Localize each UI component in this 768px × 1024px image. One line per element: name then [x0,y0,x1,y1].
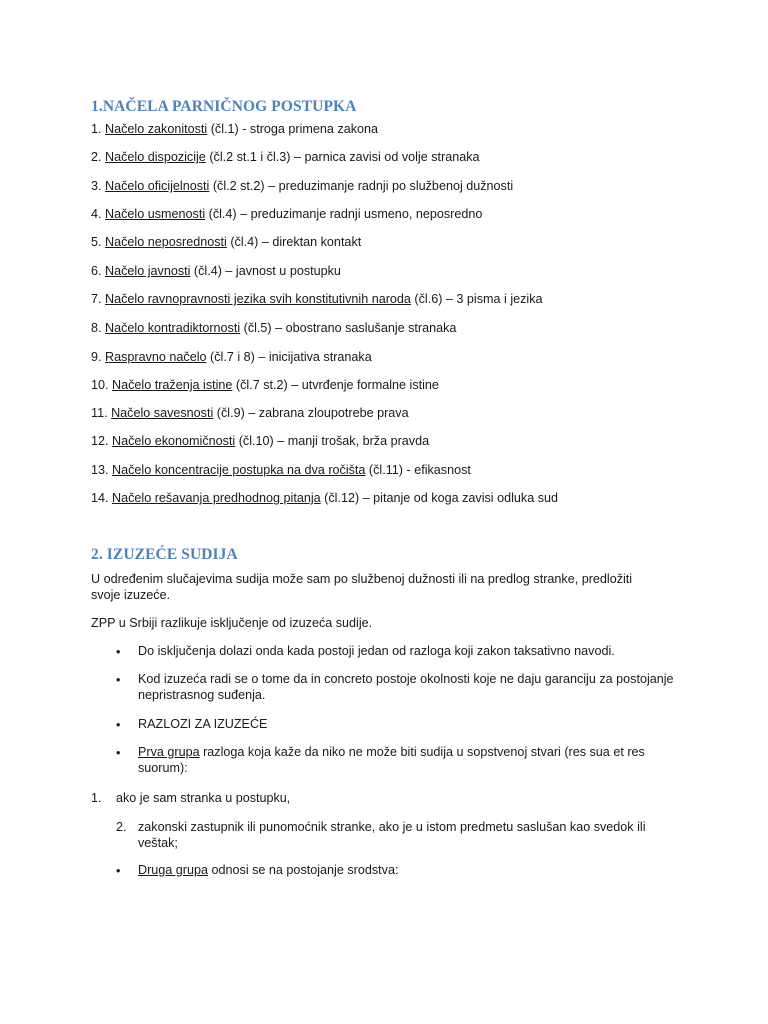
section-heading-principles: 1.NAČELA PARNIČNOG POSTUPKA [91,98,357,115]
principle-name: Načelo usmenosti [105,207,206,221]
principle-description: – obostrano saslušanje stranaka [271,321,457,335]
principle-number: 10. [91,378,109,392]
principle-name: Načelo zakonitosti [105,122,208,136]
principle-item [91,490,558,506]
numbered-label: 2. [116,820,127,834]
principle-article-ref: (čl.7 st.2) [232,378,288,392]
principle-name: Načelo kontradiktornosti [105,321,241,335]
principle-name: Načelo javnosti [105,264,191,278]
principle-name: Načelo koncentracije postupka na dva ročišta [112,463,366,477]
principle-number: 11. [91,406,108,420]
principle-number: 6. [91,264,102,278]
principle-number: 5. [91,235,102,249]
principle-number: 13. [91,463,109,477]
bullet-exclusion-text: Do isključenja dolazi onda kada postoji jedan od razloga koji zakon taksativno navodi. [138,644,615,658]
principle-name: Raspravno načelo [105,350,207,364]
principle-name: Načelo traženja istine [112,378,233,392]
principle-description: – utvrđenje formalne istine [287,378,439,392]
bullet-first-group [138,744,678,776]
principle-item [91,263,341,279]
principle-article-ref: (čl.9) [213,406,245,420]
principle-name: Načelo neposrednosti [105,235,227,249]
principle-name: Načelo dispozicije [105,150,206,164]
principle-description: - stroga primena zakona [238,122,379,136]
principle-description: – pitanje od koga zavisi odluka sud [359,491,559,505]
principle-article-ref: (čl.5) [240,321,272,335]
bullet-marker: • [116,718,121,732]
principle-article-ref: (čl.1) [207,122,239,136]
bullet-recusal-text: Kod izuzeća radi se o tome da in concreto postoje okolnosti koje ne daju garanciju za postojanje nepristrasnog suđenja. [138,672,674,702]
principle-item [91,377,439,393]
principle-number: 4. [91,207,102,221]
principle-number: 14. [91,491,109,505]
principle-description: - efikasnost [403,463,471,477]
principle-number: 3. [91,179,102,193]
numbered-label: 1. [91,791,102,805]
principle-article-ref: (čl.12) [320,491,360,505]
principle-number: 2. [91,150,102,164]
principle-number: 7. [91,292,102,306]
bullet-marker: • [116,645,121,659]
bullet-marker: • [116,673,121,687]
principle-item [91,121,378,137]
principle-number: 9. [91,350,102,364]
principle-item [91,178,513,194]
principle-item [91,291,543,307]
zpp-paragraph: ZPP u Srbiji razlikuje isključenje od izuzeća sudije. [91,616,373,630]
principle-description: – direktan kontakt [258,235,362,249]
principle-number: 12. [91,434,109,448]
bullet-marker: • [116,746,121,760]
principle-name: Načelo ravnopravnosti jezika svih konstitutivnih naroda [105,292,411,306]
principle-name: Načelo savesnosti [111,406,214,420]
first-group-text: razloga koja kaže da niko ne može biti sudija u sopstvenoj stvari (res sua et res suorum): [138,745,645,775]
principle-item [91,234,361,250]
principle-item [91,433,429,449]
principle-item [91,149,480,165]
principle-description: – parnica zavisi od volje stranaka [290,150,480,164]
principle-item [91,320,456,336]
second-group-text: odnosi se na postojanje srodstva: [208,863,399,877]
first-group-label: Prva grupa [138,745,200,759]
principle-number: 8. [91,321,102,335]
principle-article-ref: (čl.2 st.1 i čl.3) [205,150,291,164]
principle-name: Načelo ekonomičnosti [112,434,236,448]
principle-item [91,206,482,222]
principle-item [91,405,409,421]
principle-article-ref: (čl.7 i 8) [206,350,255,364]
principle-number: 1. [91,122,102,136]
principle-article-ref: (čl.2 st.2) [209,179,265,193]
principle-description: – manji trošak, brža pravda [273,434,430,448]
principle-article-ref: (čl.4) [205,207,237,221]
principle-name: Načelo oficijelnosti [105,179,210,193]
bullet-reasons-heading: RAZLOZI ZA IZUZEĆE [138,717,268,731]
principle-description: – inicijativa stranaka [254,350,372,364]
principle-article-ref: (čl.6) [410,292,443,306]
section-heading-recusal: 2. IZUZEĆE SUDIJA [91,546,238,563]
principle-item [91,349,372,365]
principle-description: – preduzimanje radnji po službenoj dužnosti [264,179,514,193]
principle-name: Načelo rešavanja predhodnog pitanja [112,491,321,505]
principle-article-ref: (čl.11) [365,463,403,477]
principle-description: – 3 pisma i jezika [442,292,543,306]
bullet-second-group [138,862,678,878]
principle-article-ref: (čl.4) [190,264,222,278]
principle-description: – zabrana zloupotrebe prava [244,406,409,420]
principle-item [91,462,471,478]
principle-article-ref: (čl.4) [226,235,259,249]
principle-description: – javnost u postupku [221,264,341,278]
principle-description: – preduzimanje radnji usmeno, neposredno [236,207,483,221]
bullet-marker: • [116,864,121,878]
second-group-label: Druga grupa [138,863,209,877]
numbered-item-text: zakonski zastupnik ili punomoćnik stranke, ako je u istom predmetu saslušan kao svedok ili veštak; [138,820,646,850]
numbered-item-text: ako je sam stranka u postupku, [116,791,291,805]
principle-article-ref: (čl.10) [235,434,274,448]
recusal-intro-paragraph: U određenim slučajevima sudija može sam po službenoj dužnosti ili na predlog stranke, predložiti svoje izuzeće. [91,572,633,602]
